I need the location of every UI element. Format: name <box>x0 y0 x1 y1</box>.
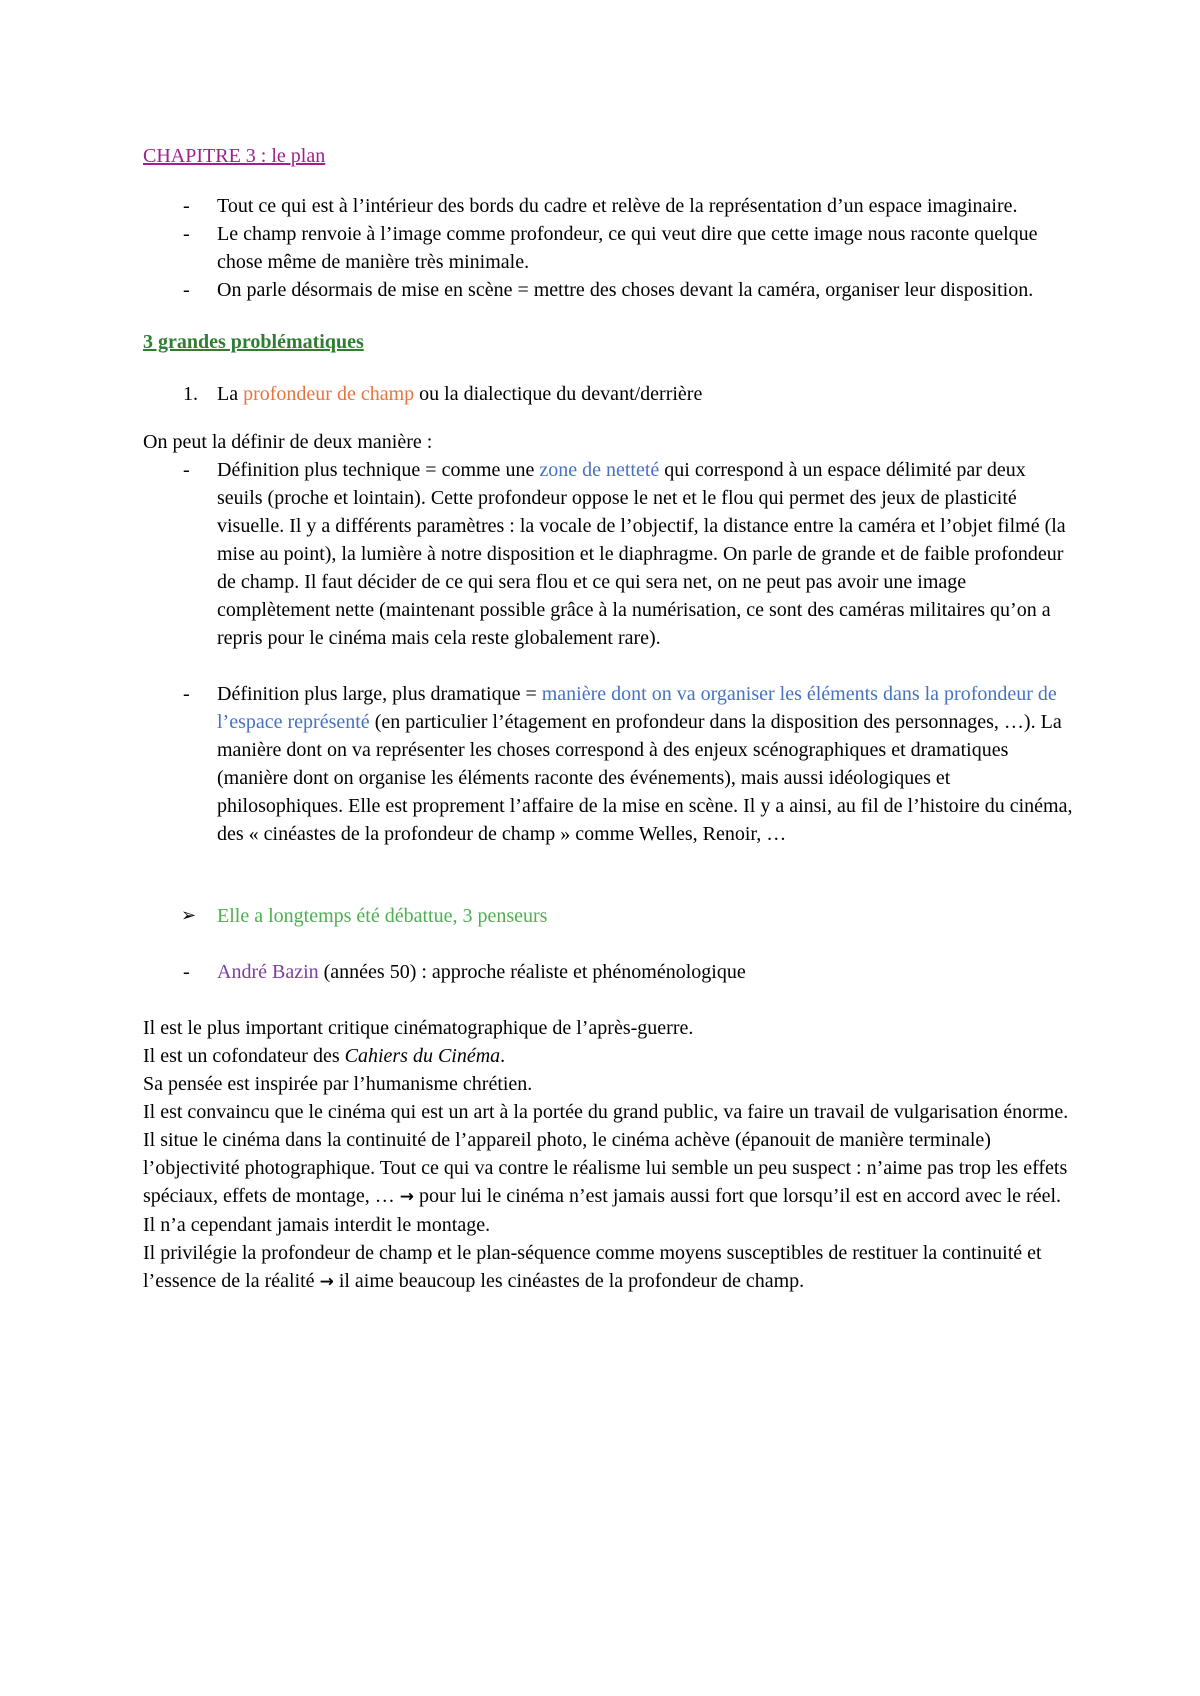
intro-bullet-item <box>143 220 1073 276</box>
thinker-item-bazin <box>143 958 1073 986</box>
bazin-paragraph <box>143 1042 1073 1070</box>
bazin-paragraph: Il est le plus important critique cinématographique de l’après-guerre. <box>143 1017 694 1039</box>
right-arrow-icon: → <box>399 1187 415 1207</box>
bazin-paragraph: Sa pensée est inspirée par l’humanisme chrétien. <box>143 1073 533 1095</box>
bazin-text: Il privilégie la profondeur de champ et le plan-séquence comme moyens susceptibles de restituer la continuité et l’essence de la réalité <box>143 1242 1042 1292</box>
intro-bullet-item <box>143 192 1073 220</box>
thinker-list <box>143 958 1073 986</box>
problem-highlight: profondeur de champ <box>243 383 415 405</box>
spacer <box>143 652 1073 680</box>
definition-intro: On peut la définir de deux manière : <box>143 431 433 453</box>
dash-bullet: - <box>183 279 190 301</box>
spacer <box>143 848 1073 902</box>
dash-bullet: - <box>183 195 190 217</box>
spacer <box>143 930 1073 958</box>
problem-item <box>143 380 1073 408</box>
arrow-bullet-icon: ➢ <box>181 905 197 926</box>
bazin-text: Il situe le cinéma dans la continuité de l’appareil photo, le cinéma achève (épanouit de manière terminale) l’objectivité photographique. Tout ce qui va contre le réalisme lui semble un peu suspect : n’aime pas trop les effets spéciaux, effets de montage, … <box>143 1129 1068 1207</box>
definition-list <box>143 456 1073 652</box>
thinker-suffix: (années 50) : approche réaliste et phénoménologique <box>318 961 746 983</box>
chapter-title: CHAPITRE 3 : le plan <box>143 145 326 167</box>
arrow-bullet-item <box>143 902 1073 930</box>
spacer <box>143 986 1073 1014</box>
right-arrow-icon: → <box>319 1272 334 1292</box>
bazin-text: Il est un cofondateur des <box>143 1045 345 1067</box>
arrow-bullet-text: Elle a longtemps été débattue, 3 penseurs <box>217 905 548 927</box>
dash-bullet: - <box>183 683 190 705</box>
definition-list-2 <box>143 680 1073 848</box>
bazin-paragraph: Il est convaincu que le cinéma qui est un art à la portée du grand public, va faire un travail de vulgarisation énorme. <box>143 1101 1069 1123</box>
definition-item-technical <box>143 456 1073 652</box>
bazin-italic: Cahiers du Cinéma <box>344 1045 501 1067</box>
dash-bullet: - <box>183 459 190 481</box>
problem-suffix: ou la dialectique du devant/derrière <box>414 383 703 405</box>
definition-suffix: qui correspond à un espace délimité par deux seuils (proche et lointain). Cette profondeur oppose le net et le flou qui permet des jeux de plasticité visuelle. Il y a différents paramètres : la vocale de l’objectif, la distance entre la caméra et l’objet filmé (la mise au point), la lumière à notre disposition et le diaphragme. On parle de grande et de faible profondeur de champ. Il faut décider de ce qui sera flou et ce qui sera net, on ne peut pas avoir une image complètement nette (maintenant possible grâce à la numérisation, ce sont des caméras militaires qu’on a repris pour le cinéma mais cela reste globalement rare). <box>217 459 1066 649</box>
bazin-text: . <box>500 1045 506 1067</box>
definition-item-dramatic <box>143 680 1073 848</box>
intro-bullet-text: Tout ce qui est à l’intérieur des bords du cadre et relève de la représentation d’un espace imaginaire. <box>217 195 1018 217</box>
dash-bullet: - <box>183 961 190 983</box>
intro-bullet-item <box>143 276 1073 304</box>
bazin-text: il aime beaucoup les cinéastes de la profondeur de champ. <box>333 1270 805 1292</box>
definition-highlight: manière dont on va organiser les éléments dans la profondeur de l’espace représenté <box>217 683 1057 733</box>
bazin-paragraph <box>143 1239 1073 1296</box>
bazin-text: pour lui le cinéma n’est jamais aussi fort que lorsqu’il est en accord avec le réel. Il n’a cependant jamais interdit le montage. <box>143 1185 1062 1236</box>
intro-bullet-text: On parle désormais de mise en scène = mettre des choses devant la caméra, organiser leur disposition. <box>217 279 1034 301</box>
thinker-name: André Bazin <box>217 961 319 983</box>
document-content <box>143 142 1073 1296</box>
definition-highlight: zone de netteté <box>539 459 660 481</box>
problem-prefix: La <box>217 383 244 405</box>
problem-number: 1. <box>183 383 198 405</box>
definition-prefix: Définition plus technique = comme une <box>217 459 540 481</box>
intro-bullet-list <box>143 192 1073 304</box>
bazin-paragraph <box>143 1126 1073 1239</box>
intro-bullet-text: Le champ renvoie à l’image comme profondeur, ce qui veut dire que cette image nous raconte quelque chose même de manière très minimale. <box>217 223 1038 273</box>
problem-list <box>143 380 1073 408</box>
section-title: 3 grandes problématiques <box>143 331 364 353</box>
definition-prefix: Définition plus large, plus dramatique = <box>217 683 542 705</box>
dash-bullet: - <box>183 223 190 245</box>
definition-suffix: (en particulier l’étagement en profondeur dans la disposition des personnages, …). La manière dont on va représenter les choses correspond à des enjeux scénographiques et dramatiques (manière dont on organise les éléments raconte des événements), mais aussi idéologiques et philosophiques. Elle est proprement l’affaire de la mise en scène. Il y a ainsi, au fil de l’histoire du cinéma, des « cinéastes de la profondeur de champ » comme Welles, Renoir, … <box>217 711 1073 845</box>
